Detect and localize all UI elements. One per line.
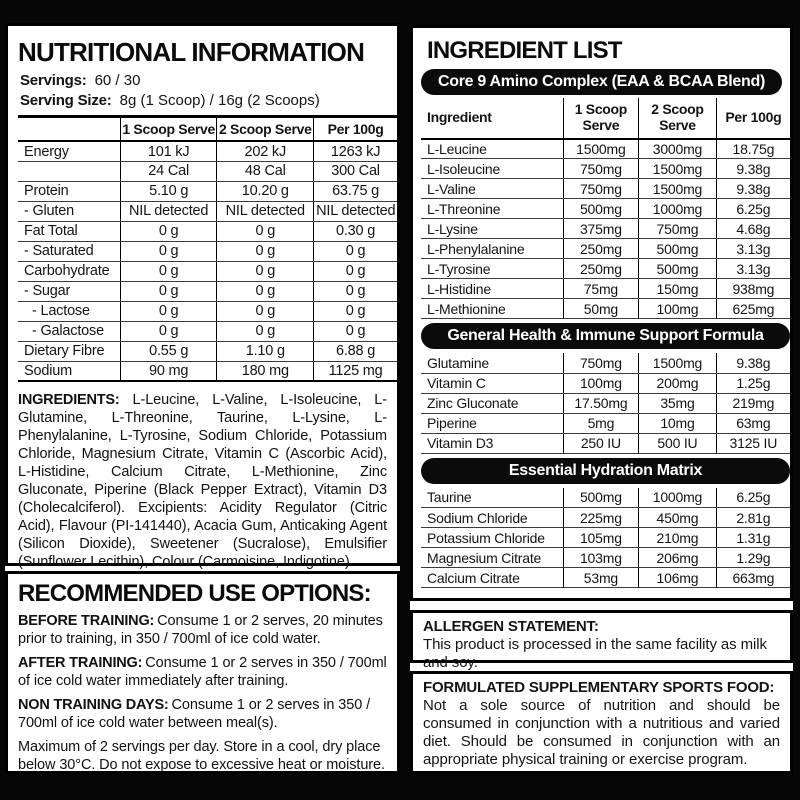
ingredient-row: [421, 219, 790, 239]
ingredient-value: 5mg: [563, 413, 639, 433]
usage-panel: [5, 571, 400, 774]
nutrient-value: 0 g: [217, 301, 314, 321]
servings-row: [20, 72, 389, 89]
ingredient-value: 1500mg: [639, 159, 716, 179]
ingredient-row: [421, 488, 790, 508]
max-servings-paragraph: [18, 738, 387, 774]
ingredient-value: 500mg: [639, 239, 716, 259]
ingredient-value: 219mg: [716, 393, 790, 413]
ingredient-name: L-Valine: [421, 179, 563, 199]
ingredient-value: 500mg: [639, 259, 716, 279]
nutrient-value: 0 g: [120, 281, 217, 301]
section-header-pill: Essential Hydration Matrix: [421, 458, 790, 484]
section-pill-cell: [421, 319, 790, 354]
ingredient-header-1scoop: 1 Scoop Serve: [563, 98, 639, 138]
nutrient-value: 0 g: [120, 301, 217, 321]
nutrient-value: 0 g: [120, 261, 217, 281]
nutrient-value: 0 g: [120, 321, 217, 341]
ingredient-header-2scoop: 2 Scoop Serve: [639, 98, 716, 138]
ingredient-value: 17.50mg: [563, 393, 639, 413]
nutrition-header-2scoop: 2 Scoop Serve: [217, 117, 314, 142]
ingredient-table-body: [421, 139, 790, 588]
ingredient-value: 75mg: [563, 279, 639, 299]
ingredient-value: 938mg: [716, 279, 790, 299]
ingredient-value: 750mg: [563, 353, 639, 373]
nutrition-row: [18, 261, 397, 281]
nutrient-value: 0 g: [120, 241, 217, 261]
nutrition-row: [18, 281, 397, 301]
ingredient-row: [421, 199, 790, 219]
nutrient-label: Carbohydrate: [18, 261, 120, 281]
nutrition-row: [18, 341, 397, 361]
ingredient-name: L-Isoleucine: [421, 159, 563, 179]
ingredient-value: 150mg: [639, 279, 716, 299]
ingredient-name: Zinc Gluconate: [421, 393, 563, 413]
ingredient-row: [421, 508, 790, 528]
ingredient-value: 3125 IU: [716, 433, 790, 453]
ingredient-name: Taurine: [421, 488, 563, 508]
nutrition-row: [18, 201, 397, 221]
nutrient-label: - Sugar: [18, 281, 120, 301]
serving-size-value: 8g (1 Scoop) / 16g (2 Scoops): [119, 92, 320, 110]
nutrient-value: 48 Cal: [217, 161, 314, 181]
ingredient-value: 625mg: [716, 299, 790, 319]
after-training-paragraph: [18, 654, 387, 690]
section-pill-row: [421, 453, 790, 488]
formulated-panel: [410, 671, 793, 774]
max-servings-text: Maximum of 2 servings per day. Store in a cool, dry place below 30°C. Do not expose to excessive heat or moisture.: [18, 739, 385, 774]
nutrient-label: - Galactose: [18, 321, 120, 341]
ingredient-row: [421, 568, 790, 588]
ingredient-name: Vitamin D3: [421, 433, 563, 453]
nutrient-value: 101 kJ: [120, 141, 217, 161]
nutrition-header-blank: [18, 117, 120, 142]
nutrient-label: Protein: [18, 181, 120, 201]
nutrient-value: NIL detected: [217, 201, 314, 221]
ingredient-value: 250mg: [563, 239, 639, 259]
ingredient-row: [421, 179, 790, 199]
ingredient-value: 1.25g: [716, 373, 790, 393]
before-training-text: Consume 1 or 2 serves, 20 minutes prior to training, in 350 / 700ml of ice cold water.: [18, 613, 383, 648]
nutrient-value: 6.88 g: [314, 341, 397, 361]
ingredient-value: 663mg: [716, 568, 790, 588]
ingredient-value: 9.38g: [716, 159, 790, 179]
nutrient-value: 180 mg: [217, 361, 314, 381]
ingredient-row: [421, 353, 790, 373]
nutrition-row: [18, 241, 397, 261]
nutrition-row: [18, 161, 397, 181]
ingredient-table: [421, 98, 790, 588]
ingredient-value: 1500mg: [639, 353, 716, 373]
ingredients-label: INGREDIENTS:: [18, 392, 120, 409]
right-column: [410, 25, 793, 774]
nutrition-row: [18, 181, 397, 201]
section-header-pill: General Health & Immune Support Formula: [421, 323, 790, 349]
ingredient-value: 6.25g: [716, 199, 790, 219]
ingredient-row: [421, 139, 790, 159]
ingredients-paragraph: [18, 391, 387, 571]
nutrient-value: 0 g: [314, 241, 397, 261]
ingredient-row: [421, 239, 790, 259]
ingredient-header-per100g: Per 100g: [716, 98, 790, 138]
left-column: [5, 23, 400, 774]
ingredient-value: 750mg: [639, 219, 716, 239]
ingredient-value: 1.31g: [716, 528, 790, 548]
ingredient-name: L-Histidine: [421, 279, 563, 299]
ingredient-value: 250 IU: [563, 433, 639, 453]
ingredient-row: [421, 413, 790, 433]
serving-size-row: [20, 92, 389, 109]
ingredient-value: 4.68g: [716, 219, 790, 239]
nutrient-value: 0 g: [217, 221, 314, 241]
nutrient-value: 0 g: [120, 221, 217, 241]
ingredient-value: 206mg: [639, 548, 716, 568]
ingredient-row: [421, 433, 790, 453]
ingredient-list-title: INGREDIENT LIST: [427, 37, 622, 64]
serving-size-label: Serving Size:: [20, 92, 112, 110]
nutrition-row: [18, 321, 397, 341]
allergen-panel: [410, 610, 793, 671]
ingredient-name: L-Methionine: [421, 299, 563, 319]
nutrient-value: 63.75 g: [314, 181, 397, 201]
ingredient-name: L-Phenylalanine: [421, 239, 563, 259]
ingredient-name: Sodium Chloride: [421, 508, 563, 528]
nutrient-value: 0 g: [217, 241, 314, 261]
ingredient-value: 106mg: [639, 568, 716, 588]
nutrition-title: NUTRITIONAL INFORMATION: [18, 37, 365, 67]
ingredient-name: L-Tyrosine: [421, 259, 563, 279]
nutrient-value: 24 Cal: [120, 161, 217, 181]
nutrient-label: Sodium: [24, 363, 72, 380]
ingredient-row: [421, 548, 790, 568]
formulated-title: FORMULATED SUPPLEMENTARY SPORTS FOOD:: [423, 679, 775, 696]
ingredient-value: 100mg: [563, 373, 639, 393]
nutrition-row: [18, 141, 397, 161]
ingredients-text: L-Leucine, L-Valine, L-Isoleucine, L-Glutamine, L-Threonine, Taurine, L-Lysine, L-Phenylalanine, L-Tyrosine, Sodium Chloride, Potassium Chloride, Magnesium Citrate, Vitamin C (Ascorbic Acid), L-Histidine, Calcium Citrate, L-Methionine, Zinc Gluconate, Piperine (Black Pepper Extract), Vitamin D3 (Cholecalciferol). Excipients: Acidity Regulator (Citric Acid), Flavour (PI-141440), Acacia Gum, Anticaking Agent (Silicon Dioxide), Sweetener (Sucralose), Emulsifier (Sunflower Lecithin), Colour (Carmoisine, Indigotine).: [18, 392, 388, 571]
ingredient-value: 1000mg: [639, 199, 716, 219]
ingredient-value: 225mg: [563, 508, 639, 528]
nutrition-header-1scoop: 1 Scoop Serve: [120, 117, 217, 142]
ingredient-row: [421, 528, 790, 548]
ingredient-row: [421, 159, 790, 179]
ingredient-value: 1.29g: [716, 548, 790, 568]
ingredient-name: Potassium Chloride: [421, 528, 563, 548]
nutrient-value: 0 g: [217, 281, 314, 301]
ingredient-row: [421, 373, 790, 393]
ingredient-name: Glutamine: [421, 353, 563, 373]
nutrition-row: [18, 221, 397, 241]
nutrient-value: 1.10 g: [217, 341, 314, 361]
nutrient-value: 300 Cal: [314, 161, 397, 181]
ingredient-value: 1500mg: [563, 139, 639, 159]
after-training-text: Consume 1 or 2 serves in 350 / 700ml of ice cold water immediately after training.: [18, 655, 387, 690]
ingredient-value: 2.81g: [716, 508, 790, 528]
ingredient-value: 6.25g: [716, 488, 790, 508]
section-pill-row: [421, 319, 790, 354]
nutrient-label: Dietary Fibre: [18, 341, 120, 361]
nutrient-label: - Saturated: [18, 241, 120, 261]
non-training-days-paragraph: [18, 696, 387, 732]
nutrient-value: 0 g: [314, 281, 397, 301]
nutrition-header-per100g: Per 100g: [314, 117, 397, 142]
nutrient-label: - Lactose: [18, 301, 120, 321]
ingredient-value: 210mg: [639, 528, 716, 548]
nutrient-value: 0 g: [314, 301, 397, 321]
servings-label: Servings:: [20, 72, 87, 90]
non-training-days-label: NON TRAINING DAYS:: [18, 697, 169, 714]
nutrient-value: NIL detected: [314, 201, 397, 221]
ingredient-name: L-Lysine: [421, 219, 563, 239]
ingredient-value: 750mg: [563, 179, 639, 199]
ingredient-value: 105mg: [563, 528, 639, 548]
ingredient-value: 500mg: [563, 199, 639, 219]
nutrient-value: 0 g: [217, 261, 314, 281]
ingredient-value: 200mg: [639, 373, 716, 393]
before-training-paragraph: [18, 612, 387, 648]
ingredient-value: 450mg: [639, 508, 716, 528]
nutrient-value: 0 g: [314, 321, 397, 341]
nutrient-value: 5.10 g: [120, 181, 217, 201]
ingredient-header-name: Ingredient: [421, 98, 563, 138]
formulated-text: Not a sole source of nutrition and should be consumed in conjunction with a nutritious and varied diet. Should be consumed in conjunction with an appropriate physical training or exercise program.: [423, 697, 780, 768]
ingredient-value: 103mg: [563, 548, 639, 568]
nutrient-value: 0 g: [217, 321, 314, 341]
nutrient-label: Fat Total: [18, 221, 120, 241]
section-header-pill-core9: Core 9 Amino Complex (EAA & BCAA Blend): [421, 69, 782, 95]
ingredient-row: [421, 299, 790, 319]
nutrient-value: 0.30 g: [314, 221, 397, 241]
nutrient-value: 0 g: [314, 261, 397, 281]
ingredient-value: 3000mg: [639, 139, 716, 159]
nutrient-label: - Gluten: [18, 201, 120, 221]
nutrition-table: [18, 115, 397, 382]
ingredient-name: Magnesium Citrate: [421, 548, 563, 568]
nutrition-table-body: [18, 141, 397, 381]
section-pill-cell: [421, 453, 790, 488]
ingredient-value: 18.75g: [716, 139, 790, 159]
ingredient-value: 750mg: [563, 159, 639, 179]
nutrition-table-header-row: [18, 117, 397, 142]
ingredient-value: 500mg: [563, 488, 639, 508]
ingredient-row: [421, 279, 790, 299]
allergen-text: This product is processed in the same facility as milk and soy.: [423, 636, 767, 671]
ingredient-value: 50mg: [563, 299, 639, 319]
ingredient-row: [421, 393, 790, 413]
ingredient-value: 500 IU: [639, 433, 716, 453]
ingredient-value: 3.13g: [716, 259, 790, 279]
nutrient-value: NIL detected: [120, 201, 217, 221]
ingredient-row: [421, 259, 790, 279]
ingredient-name: L-Leucine: [421, 139, 563, 159]
nutrient-value: 1263 kJ: [314, 141, 397, 161]
ingredient-name: Calcium Citrate: [421, 568, 563, 588]
nutrient-value: 1125 mg: [314, 361, 397, 381]
servings-value: 60 / 30: [94, 72, 141, 90]
ingredient-value: 3.13g: [716, 239, 790, 259]
ingredient-value: 1500mg: [639, 179, 716, 199]
ingredient-name: L-Threonine: [421, 199, 563, 219]
ingredient-value: 9.38g: [716, 353, 790, 373]
nutrient-label: Energy: [18, 141, 120, 161]
nutrient-value: 90 mg: [120, 361, 217, 381]
ingredient-name: Piperine: [421, 413, 563, 433]
nutrient-value: 202 kJ: [217, 141, 314, 161]
ingredient-value: 9.38g: [716, 179, 790, 199]
allergen-title: ALLERGEN STATEMENT:: [423, 618, 599, 635]
nutrition-row: [18, 361, 397, 381]
non-training-days-text: Consume 1 or 2 serves in 350 / 700ml of ice cold water between meal(s).: [18, 697, 371, 732]
before-training-label: BEFORE TRAINING:: [18, 613, 155, 630]
ingredient-value: 53mg: [563, 568, 639, 588]
after-training-label: AFTER TRAINING:: [18, 655, 143, 672]
nutrition-row: [18, 301, 397, 321]
usage-title: RECOMMENDED USE OPTIONS:: [18, 580, 371, 607]
ingredient-value: 1000mg: [639, 488, 716, 508]
nutrient-label: [18, 161, 120, 181]
nutrient-value: 0.55 g: [120, 341, 217, 361]
ingredient-value: 63mg: [716, 413, 790, 433]
ingredient-value: 100mg: [639, 299, 716, 319]
nutrient-value: 10.20 g: [217, 181, 314, 201]
ingredient-panel: [410, 25, 793, 601]
ingredient-value: 10mg: [639, 413, 716, 433]
ingredient-table-header-row: [421, 98, 790, 138]
ingredient-name: Vitamin C: [421, 373, 563, 393]
ingredient-value: 375mg: [563, 219, 639, 239]
core-pill-wrap: [421, 69, 782, 95]
ingredient-value: 250mg: [563, 259, 639, 279]
nutrition-panel: [5, 23, 400, 571]
ingredient-value: 35mg: [639, 393, 716, 413]
